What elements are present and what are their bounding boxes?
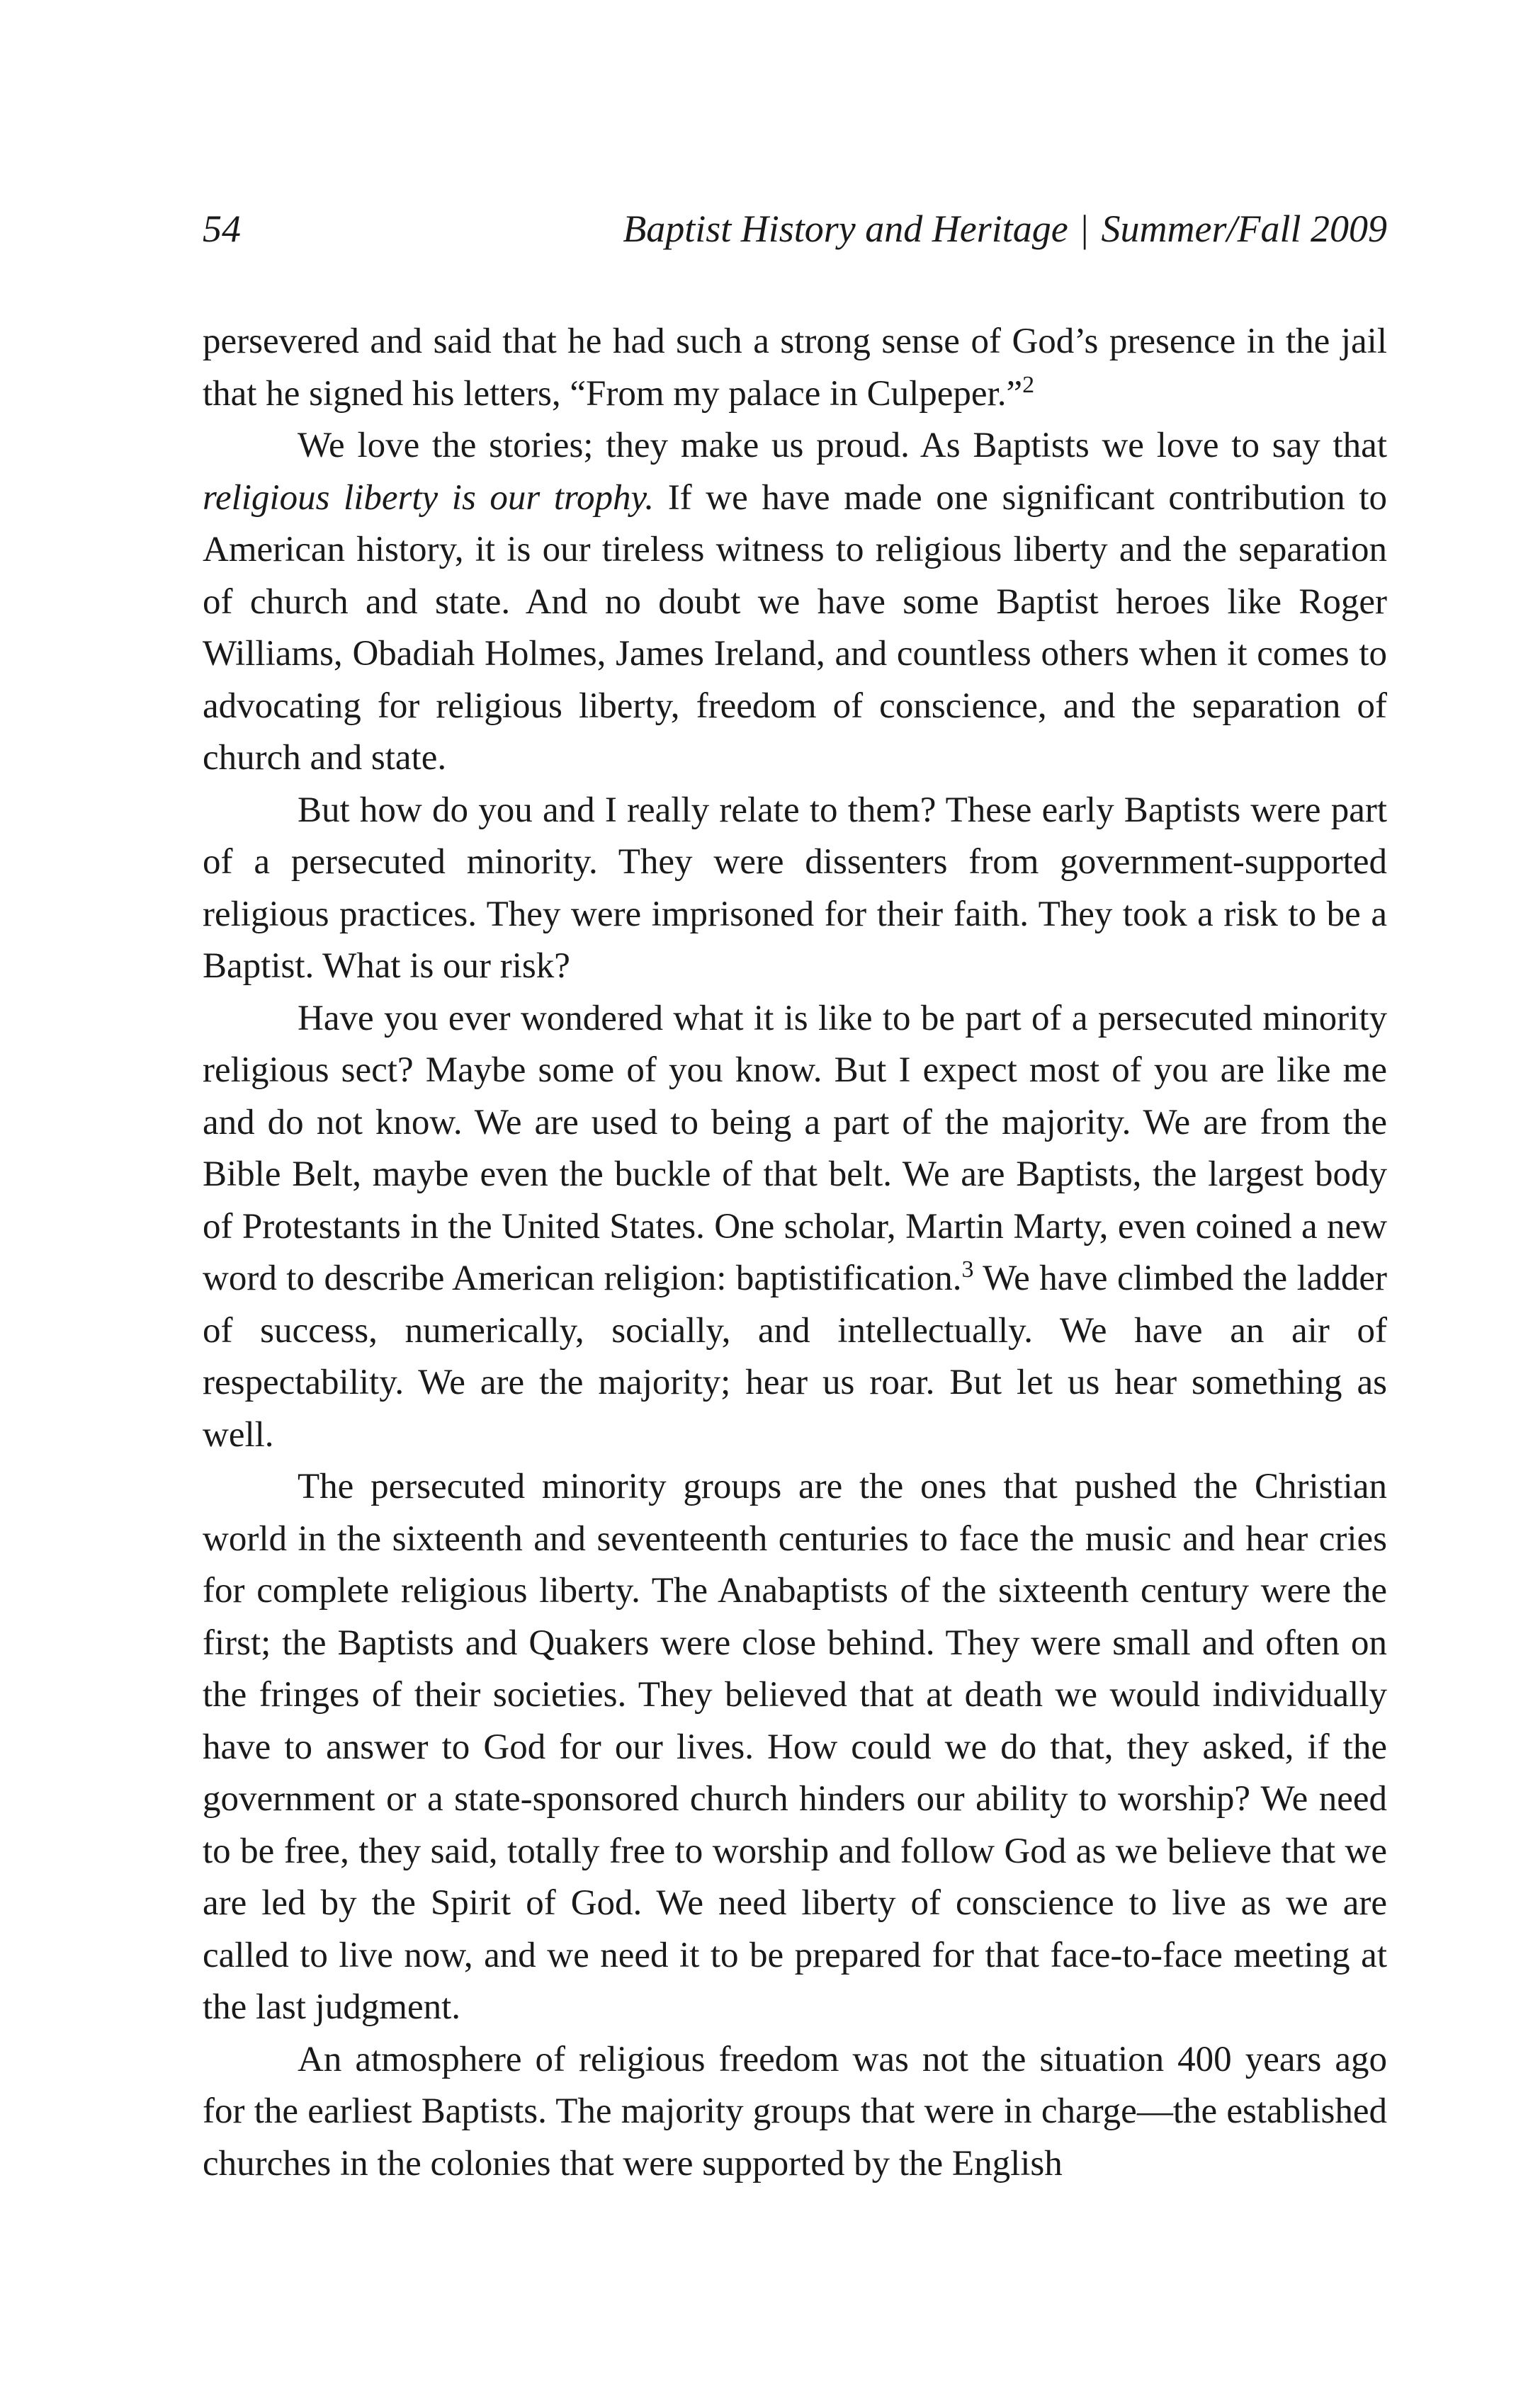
- body-text: [203, 316, 1387, 2190]
- page-number: 54: [203, 208, 241, 250]
- paragraph-4: [203, 993, 1387, 1462]
- paragraph-1-text: persevered and said that he had such a strong sense of God’s presence in the jail that he signed his letters, “From my palace in Culpeper.”: [203, 322, 1387, 414]
- paragraph-4-text-after: We have climbed the ladder of success, numerically, socially, and intellectually. We have an air of respectability. We are the majority; hear us roar. But let us hear something as well.: [203, 1259, 1387, 1455]
- paragraph-6: An atmosphere of religious freedom was not the situation 400 years ago for the earliest Baptists. The majority groups that were in charge—the established churches in the colonies that were supported by the English: [203, 2039, 1387, 2183]
- journal-issue-line: [623, 204, 1387, 254]
- paragraph-4-text-before: Have you ever wondered what it is like to be part of a persecuted minority religious sect? Maybe some of you know. But I expect most of you are like me and do not know. We are used to being a part of the majority. We are from the Bible Belt, maybe even the buckle of that belt. We are Baptists, the largest body of Protestants in the United States. One scholar, Martin Marty, even coined a new word to describe American religion: baptistification.: [203, 998, 1387, 1298]
- paragraph-2: [203, 420, 1387, 785]
- paragraph-5: The persecuted minority groups are the ones that pushed the Christian world in the sixteenth and seventeenth centuries to face the music and hear cries for complete religious liberty. The Anabaptists of the sixteenth century were the first; the Baptists and Quakers were close behind. They were small and often on the fringes of their societies. They believed that at death we would individually have to answer to God for our lives. How could we do that, they asked, if the government or a state-sponsored church hinders our ability to worship? We need to be free, they said, totally free to worship and follow God as we believe that we are led by the Spirit of God. We need liberty of conscience to live as we are called to live now, and we need it to be prepared for that face-to-face meeting at the last judgment.: [203, 1467, 1387, 2027]
- paragraph-1: [203, 316, 1387, 420]
- paragraph-2-italic-phrase: religious liberty is our trophy.: [203, 477, 655, 518]
- running-header: [203, 204, 1387, 254]
- issue-label: Summer/Fall 2009: [1101, 208, 1387, 250]
- paragraph-2-lead: We love the stories; they make us proud. As Baptists we love to say that: [298, 426, 1387, 465]
- footnote-ref-3: 3: [961, 1256, 974, 1283]
- paragraph-2-rest: If we have made one significant contribution to American history, it is our tireless witness to religious liberty and the separation of church and state. And no doubt we have some Baptist heroes like Roger Williams, Obadiah Holmes, James Ireland, and countless others when it comes to advocating for religious liberty, freedom of conscience, and the separation of church and state.: [203, 477, 1387, 778]
- footnote-ref-2: 2: [1022, 371, 1035, 398]
- paragraph-3: But how do you and I really relate to them? These early Baptists were part of a persecuted minority. They were dissenters from government-supported religious practices. They were imprisoned for their faith. They took a risk to be a Baptist. What is our risk?: [203, 790, 1387, 986]
- header-separator: |: [1080, 208, 1089, 250]
- journal-title: Baptist History and Heritage: [623, 208, 1068, 250]
